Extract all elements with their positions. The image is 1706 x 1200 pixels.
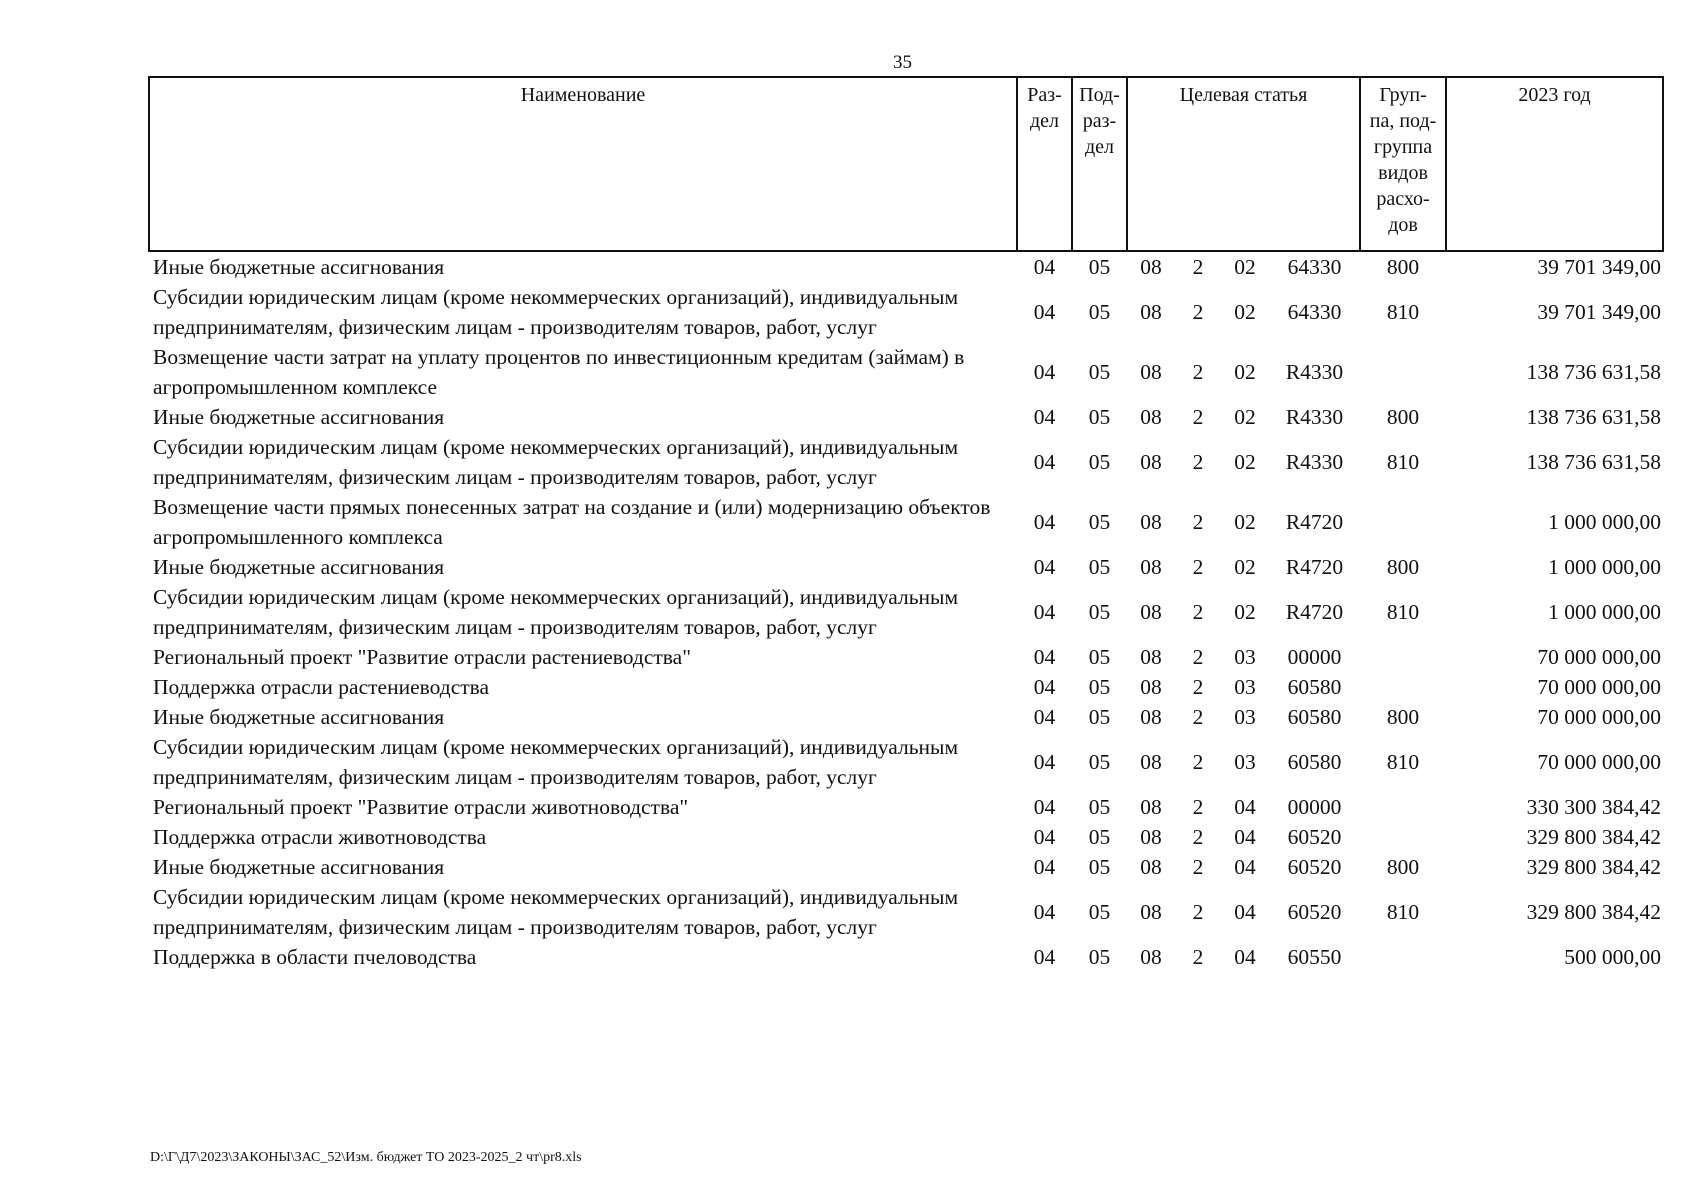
cell-target-event: 02 — [1234, 300, 1256, 324]
cell-target-direction: 60550 — [1287, 945, 1342, 969]
cell-razdel: 04 — [1033, 600, 1056, 624]
cell-target-event: 02 — [1234, 360, 1256, 384]
cell-razdel: 04 — [1033, 360, 1056, 384]
cell-podrazdel: 05 — [1088, 675, 1111, 699]
cell-target-program: 08 — [1140, 405, 1162, 429]
cell-podrazdel: 05 — [1088, 510, 1111, 534]
cell-name: Субсидии юридическим лицам (кроме некоммерческих организаций), индивидуальным предпринимателям, физическим лицам - производителям товаров, работ, услуг — [153, 435, 959, 489]
cell-target-program: 08 — [1140, 360, 1162, 384]
cell-podrazdel: 05 — [1088, 405, 1111, 429]
cell-expense-group — [1360, 792, 1446, 822]
cell-target-program: 08 — [1140, 255, 1162, 279]
cell-target-program: 08 — [1140, 705, 1162, 729]
cell-target-event: 03 — [1234, 705, 1256, 729]
cell-expense-group: 800 — [1386, 555, 1420, 579]
cell-target-event: 02 — [1234, 450, 1256, 474]
cell-target-subprogram: 2 — [1192, 360, 1204, 384]
cell-amount-2023: 1 000 000,00 — [1548, 510, 1662, 534]
cell-target-subprogram: 2 — [1192, 300, 1204, 324]
cell-name: Региональный проект "Развитие отрасли животноводства" — [153, 795, 689, 819]
table-row — [149, 882, 1663, 942]
cell-podrazdel: 05 — [1088, 300, 1111, 324]
table-row — [149, 642, 1663, 672]
header-target-article: Целевая статья — [1127, 77, 1360, 251]
cell-target-event: 02 — [1234, 255, 1256, 279]
cell-razdel: 04 — [1033, 675, 1056, 699]
table-header-row — [149, 77, 1663, 251]
cell-target-direction: R4720 — [1285, 510, 1344, 534]
cell-expense-group: 810 — [1386, 900, 1420, 924]
cell-target-subprogram: 2 — [1192, 855, 1204, 879]
cell-target-subprogram: 2 — [1192, 600, 1204, 624]
header-name: Наименование — [149, 77, 1017, 251]
cell-podrazdel: 05 — [1088, 705, 1111, 729]
cell-razdel: 04 — [1033, 795, 1056, 819]
header-podrazdel — [1072, 77, 1127, 251]
cell-expense-group: 800 — [1386, 405, 1420, 429]
cell-expense-group — [1360, 822, 1446, 852]
cell-target-direction: R4720 — [1285, 555, 1344, 579]
cell-amount-2023: 70 000 000,00 — [1537, 705, 1662, 729]
cell-name: Поддержка в области пчеловодства — [153, 945, 477, 969]
cell-razdel: 04 — [1033, 855, 1056, 879]
cell-podrazdel: 05 — [1088, 645, 1111, 669]
cell-expense-group — [1360, 492, 1446, 552]
cell-name: Субсидии юридическим лицам (кроме некоммерческих организаций), индивидуальным предпринимателям, физическим лицам - производителям товаров, работ, услуг — [153, 285, 959, 339]
cell-name: Региональный проект "Развитие отрасли растениеводства" — [153, 645, 691, 669]
cell-name: Субсидии юридическим лицам (кроме некоммерческих организаций), индивидуальным предпринимателям, физическим лицам - производителям товаров, работ, услуг — [153, 885, 959, 939]
cell-razdel: 04 — [1033, 900, 1056, 924]
cell-target-direction: 64330 — [1287, 255, 1342, 279]
cell-target-program: 08 — [1140, 645, 1162, 669]
cell-razdel: 04 — [1033, 945, 1056, 969]
cell-podrazdel: 05 — [1088, 555, 1111, 579]
cell-name: Поддержка отрасли животноводства — [153, 825, 487, 849]
cell-target-program: 08 — [1140, 855, 1162, 879]
cell-expense-group — [1360, 342, 1446, 402]
cell-expense-group: 810 — [1386, 600, 1420, 624]
cell-target-direction: 60580 — [1287, 705, 1342, 729]
header-group-text: Груп- па, под- группа видов расхо- дов — [1369, 84, 1437, 236]
cell-razdel: 04 — [1033, 450, 1056, 474]
cell-target-event: 02 — [1234, 405, 1256, 429]
cell-amount-2023: 500 000,00 — [1564, 945, 1662, 969]
table-body — [149, 251, 1663, 972]
cell-name: Иные бюджетные ассигнования — [153, 255, 445, 279]
cell-razdel: 04 — [1033, 300, 1056, 324]
cell-podrazdel: 05 — [1088, 855, 1111, 879]
cell-name: Субсидии юридическим лицам (кроме некоммерческих организаций), индивидуальным предпринимателям, физическим лицам - производителям товаров, работ, услуг — [153, 735, 959, 789]
cell-razdel: 04 — [1033, 645, 1056, 669]
cell-target-subprogram: 2 — [1192, 645, 1204, 669]
cell-target-subprogram: 2 — [1192, 945, 1204, 969]
cell-expense-group — [1360, 642, 1446, 672]
cell-target-direction: R4330 — [1285, 360, 1344, 384]
table-row — [149, 492, 1663, 552]
table-row — [149, 282, 1663, 342]
cell-target-subprogram: 2 — [1192, 795, 1204, 819]
cell-target-direction: 60520 — [1287, 825, 1342, 849]
cell-razdel: 04 — [1033, 510, 1056, 534]
cell-expense-group — [1360, 942, 1446, 972]
cell-podrazdel: 05 — [1088, 900, 1111, 924]
cell-amount-2023: 138 736 631,58 — [1526, 405, 1662, 429]
cell-amount-2023: 39 701 349,00 — [1537, 255, 1662, 279]
header-year: 2023 год — [1446, 77, 1663, 251]
cell-podrazdel: 05 — [1088, 255, 1111, 279]
cell-target-subprogram: 2 — [1192, 450, 1204, 474]
cell-amount-2023: 39 701 349,00 — [1537, 300, 1662, 324]
cell-expense-group: 810 — [1386, 450, 1420, 474]
cell-name: Иные бюджетные ассигнования — [153, 555, 445, 579]
cell-podrazdel: 05 — [1088, 945, 1111, 969]
cell-expense-group: 800 — [1386, 705, 1420, 729]
cell-podrazdel: 05 — [1088, 450, 1111, 474]
cell-amount-2023: 329 800 384,42 — [1526, 825, 1662, 849]
cell-name: Иные бюджетные ассигнования — [153, 705, 445, 729]
cell-target-subprogram: 2 — [1192, 675, 1204, 699]
cell-target-subprogram: 2 — [1192, 405, 1204, 429]
cell-amount-2023: 138 736 631,58 — [1526, 450, 1662, 474]
cell-target-direction: 60580 — [1287, 750, 1342, 774]
cell-target-direction: 60580 — [1287, 675, 1342, 699]
table-row — [149, 822, 1663, 852]
cell-target-subprogram: 2 — [1192, 750, 1204, 774]
header-podrazdel-text: Под- раз- дел — [1079, 84, 1120, 158]
cell-podrazdel: 05 — [1088, 795, 1111, 819]
cell-target-event: 03 — [1234, 750, 1256, 774]
header-group — [1360, 77, 1446, 251]
cell-expense-group: 800 — [1386, 855, 1420, 879]
cell-razdel: 04 — [1033, 255, 1056, 279]
cell-target-event: 04 — [1234, 855, 1256, 879]
cell-amount-2023: 138 736 631,58 — [1526, 360, 1662, 384]
cell-target-program: 08 — [1140, 555, 1162, 579]
cell-target-subprogram: 2 — [1192, 825, 1204, 849]
cell-target-event: 03 — [1234, 675, 1256, 699]
cell-target-direction: R4720 — [1285, 600, 1344, 624]
cell-target-event: 02 — [1234, 600, 1256, 624]
cell-target-direction: R4330 — [1285, 450, 1344, 474]
cell-target-program: 08 — [1140, 795, 1162, 819]
cell-podrazdel: 05 — [1088, 360, 1111, 384]
cell-razdel: 04 — [1033, 750, 1056, 774]
cell-target-program: 08 — [1140, 600, 1162, 624]
cell-target-event: 04 — [1234, 795, 1256, 819]
cell-amount-2023: 1 000 000,00 — [1548, 600, 1662, 624]
cell-name: Иные бюджетные ассигнования — [153, 405, 445, 429]
cell-amount-2023: 1 000 000,00 — [1548, 555, 1662, 579]
cell-target-event: 03 — [1234, 645, 1256, 669]
cell-expense-group — [1360, 672, 1446, 702]
table-row — [149, 732, 1663, 792]
cell-target-program: 08 — [1140, 510, 1162, 534]
cell-expense-group: 810 — [1386, 300, 1420, 324]
table-row — [149, 792, 1663, 822]
cell-name: Субсидии юридическим лицам (кроме некоммерческих организаций), индивидуальным предпринимателям, физическим лицам - производителям товаров, работ, услуг — [153, 585, 959, 639]
cell-amount-2023: 329 800 384,42 — [1526, 855, 1662, 879]
cell-target-direction: 60520 — [1287, 855, 1342, 879]
cell-amount-2023: 70 000 000,00 — [1537, 675, 1662, 699]
cell-name: Иные бюджетные ассигнования — [153, 855, 445, 879]
cell-target-direction: 64330 — [1287, 300, 1342, 324]
cell-target-program: 08 — [1140, 825, 1162, 849]
table-row — [149, 402, 1663, 432]
cell-target-subprogram: 2 — [1192, 900, 1204, 924]
cell-razdel: 04 — [1033, 825, 1056, 849]
cell-expense-group: 810 — [1386, 750, 1420, 774]
cell-target-program: 08 — [1140, 750, 1162, 774]
footer-file-path: D:\Г\Д7\2023\ЗАКОНЫ\ЗАС_52\Изм. бюджет ТО 2023-2025_2 чт\pr8.xls — [150, 1150, 582, 1165]
table-row — [149, 251, 1663, 282]
table-row — [149, 552, 1663, 582]
cell-target-subprogram: 2 — [1192, 555, 1204, 579]
cell-target-program: 08 — [1140, 450, 1162, 474]
cell-target-direction: R4330 — [1285, 405, 1344, 429]
cell-target-event: 04 — [1234, 900, 1256, 924]
header-razdel — [1017, 77, 1072, 251]
cell-target-direction: 00000 — [1287, 645, 1342, 669]
cell-target-event: 04 — [1234, 945, 1256, 969]
table-row — [149, 702, 1663, 732]
cell-target-direction: 00000 — [1287, 795, 1342, 819]
table-row — [149, 432, 1663, 492]
cell-amount-2023: 70 000 000,00 — [1537, 645, 1662, 669]
header-razdel-text: Раз- дел — [1027, 84, 1062, 132]
cell-target-event: 02 — [1234, 555, 1256, 579]
cell-razdel: 04 — [1033, 405, 1056, 429]
cell-podrazdel: 05 — [1088, 825, 1111, 849]
table-row — [149, 672, 1663, 702]
cell-target-subprogram: 2 — [1192, 510, 1204, 534]
cell-name: Возмещение части прямых понесенных затрат на создание и (или) модернизацию объектов агропромышленного комплекса — [153, 495, 991, 549]
cell-target-subprogram: 2 — [1192, 255, 1204, 279]
budget-table — [148, 76, 1664, 972]
cell-name: Поддержка отрасли растениеводства — [153, 675, 490, 699]
cell-razdel: 04 — [1033, 555, 1056, 579]
table-row — [149, 342, 1663, 402]
cell-target-program: 08 — [1140, 900, 1162, 924]
cell-amount-2023: 70 000 000,00 — [1537, 750, 1662, 774]
table-row — [149, 942, 1663, 972]
cell-target-event: 04 — [1234, 825, 1256, 849]
table-row — [149, 852, 1663, 882]
cell-target-subprogram: 2 — [1192, 705, 1204, 729]
page-number: 35 — [893, 52, 912, 73]
cell-amount-2023: 329 800 384,42 — [1526, 900, 1662, 924]
cell-name: Возмещение части затрат на уплату процентов по инвестиционным кредитам (займам) в агропромышленном комплексе — [153, 345, 965, 399]
cell-target-program: 08 — [1140, 675, 1162, 699]
cell-podrazdel: 05 — [1088, 600, 1111, 624]
cell-target-event: 02 — [1234, 510, 1256, 534]
cell-target-program: 08 — [1140, 300, 1162, 324]
cell-target-direction: 60520 — [1287, 900, 1342, 924]
table-row — [149, 582, 1663, 642]
cell-target-program: 08 — [1140, 945, 1162, 969]
cell-podrazdel: 05 — [1088, 750, 1111, 774]
cell-razdel: 04 — [1033, 705, 1056, 729]
cell-expense-group: 800 — [1386, 255, 1420, 279]
cell-amount-2023: 330 300 384,42 — [1526, 795, 1662, 819]
